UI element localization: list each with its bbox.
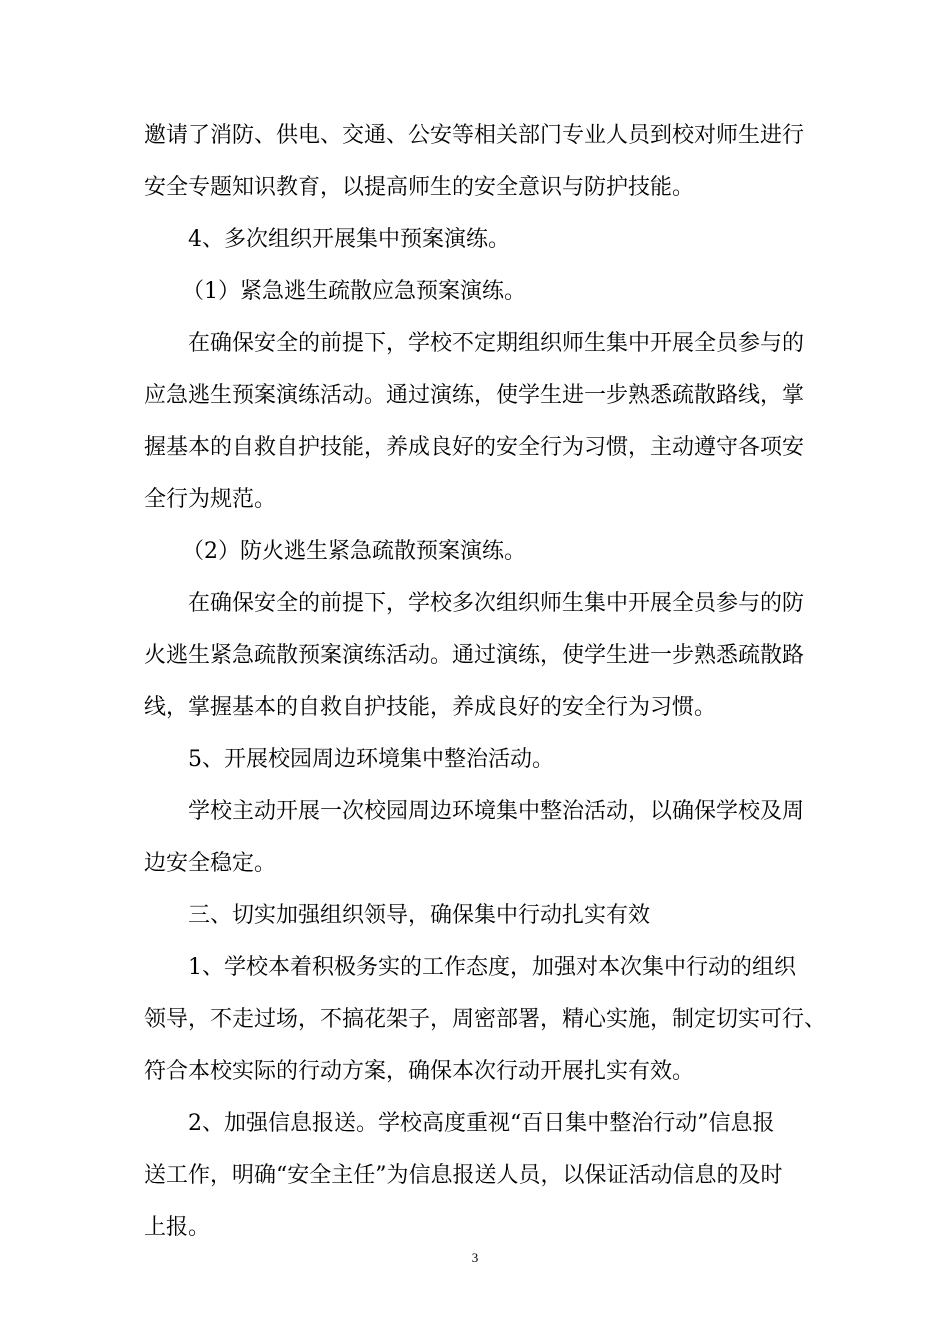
paragraph-line: 线，掌握基本的自救自护技能，养成良好的安全行为习惯。 bbox=[144, 695, 717, 720]
paragraph-line: 在确保安全的前提下，学校多次组织师生集中开展全员参与的防 bbox=[188, 591, 805, 616]
paragraph-line: 应急逃生预案演练活动。通过演练，使学生进一步熟悉疏散路线，掌 bbox=[144, 383, 805, 408]
section-heading: 5、开展校园周边环境集中整治活动。 bbox=[188, 747, 554, 772]
chapter-heading: 三、切实加强组织领导，确保集中行动扎实有效 bbox=[188, 903, 651, 928]
paragraph-line: 2、加强信息报送。学校高度重视“百日集中整治行动”信息报 bbox=[188, 1111, 775, 1136]
paragraph-line: 握基本的自救自护技能，养成良好的安全行为习惯，主动遵守各项安 bbox=[144, 435, 805, 460]
paragraph-line: 学校主动开展一次校园周边环境集中整治活动，以确保学校及周 bbox=[188, 799, 805, 824]
paragraph-line: 1、学校本着积极务实的工作态度，加强对本次集中行动的组织 bbox=[188, 955, 796, 980]
subsection-heading: （2）防火逃生紧急疏散预案演练。 bbox=[182, 539, 526, 564]
paragraph-line: 上报。 bbox=[144, 1215, 211, 1240]
page-number: 3 bbox=[471, 1250, 479, 1265]
paragraph-line: 在确保安全的前提下，学校不定期组织师生集中开展全员参与的 bbox=[188, 331, 805, 356]
paragraph-line: 边安全稳定。 bbox=[144, 851, 277, 876]
paragraph-line: 安全专题知识教育，以提高师生的安全意识与防护技能。 bbox=[144, 175, 695, 200]
paragraph-line: 领导，不走过场，不搞花架子，周密部署，精心实施，制定切实可行、 bbox=[144, 1007, 827, 1032]
paragraph-line: 送工作，明确“安全主任”为信息报送人员，以保证活动信息的及时 bbox=[144, 1163, 783, 1188]
paragraph-line: 全行为规范。 bbox=[144, 487, 277, 512]
paragraph-line: 邀请了消防、供电、交通、公安等相关部门专业人员到校对师生进行 bbox=[144, 123, 805, 148]
document-body bbox=[144, 110, 827, 1254]
section-heading: 4、多次组织开展集中预案演练。 bbox=[188, 227, 510, 252]
paragraph-line: 火逃生紧急疏散预案演练活动。通过演练，使学生进一步熟悉疏散路 bbox=[144, 643, 805, 668]
subsection-heading: （1）紧急逃生疏散应急预案演练。 bbox=[182, 279, 526, 304]
paragraph-line: 符合本校实际的行动方案，确保本次行动开展扎实有效。 bbox=[144, 1059, 695, 1084]
